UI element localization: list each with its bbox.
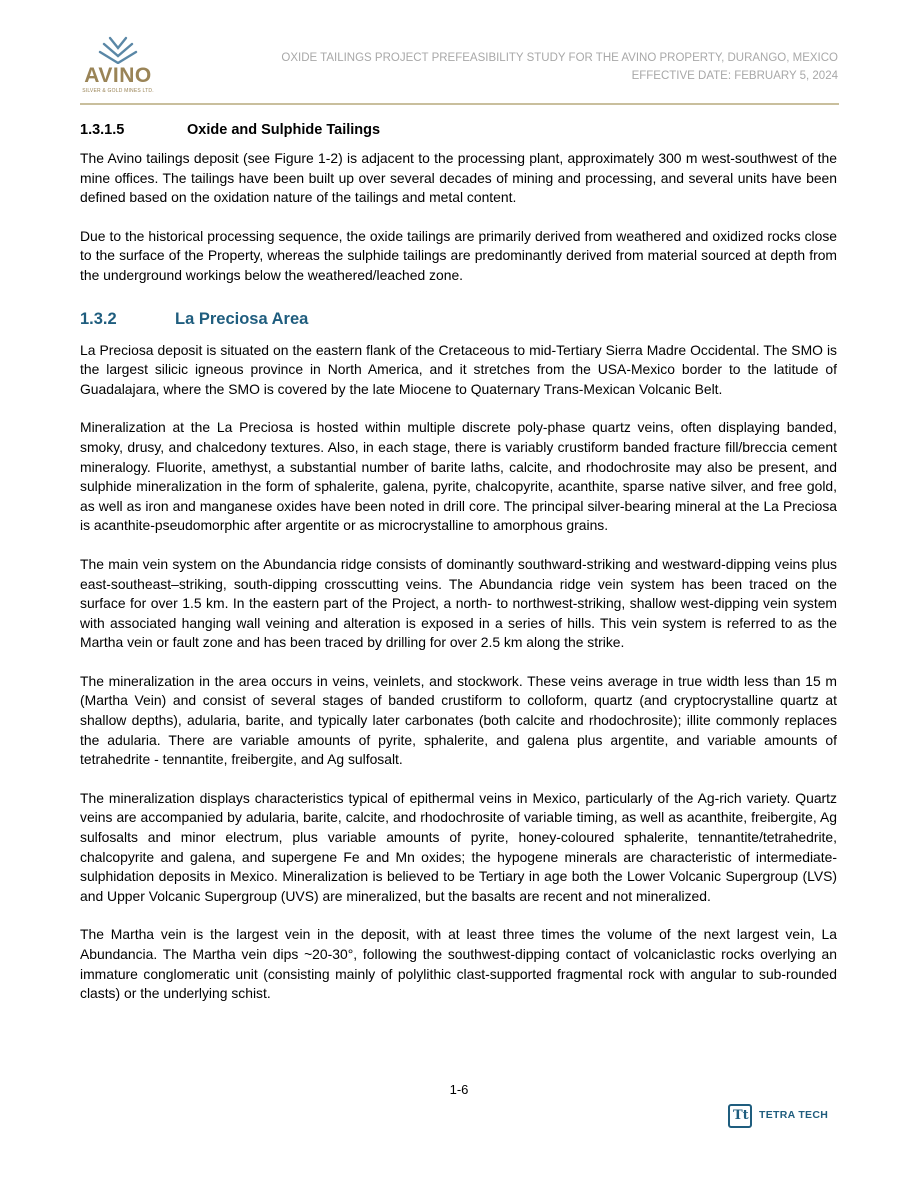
avino-logo [82, 36, 154, 98]
paragraph: The Avino tailings deposit (see Figure 1-2) is adjacent to the processing plant, approximately 300 m west-southwest of the mine offices. The tailings have been built up over several decades of mining and processing, and several units have been defined based on the oxidation nature of the tailings and metal content. [80, 150, 837, 206]
paragraph: The mineralization in the area occurs in veins, veinlets, and stockwork. These veins average in true width less than 15 m (Martha Vein) and consist of several stages of banded crustiform to colloform, quartz (and cryptocrystalline quartz at shallow depths), adularia, barite, and typically later carbonates (both calcite and rhodochrosite); illite commonly replaces the adularia. There are variable amounts of pyrite, sphalerite, and galena plus argentite, and variable amounts of tetrahedrite - tennantite, freibergite, and Ag sulfosalt. [80, 672, 837, 768]
avino-emblem-icon [98, 36, 138, 64]
paragraph: The mineralization displays characteristics typical of epithermal veins in Mexico, particularly of the Ag-rich variety. Quartz veins are accompanied by adularia, barite, calcite, and rhodochrosite of variable timing, as well as acanthite, freibergite, Ag sulfosalts and minor electrum, plus variable amounts of pyrite, honey-coloured sphalerite, tennantite/tetrahedrite, chalcopyrite and galena, and supergene Fe and Mn oxides; the hypogene minerals are characteristic of intermediate-sulphidation deposits in Mexico. Mineralization is believed to be Tertiary in age both the Lower Volcanic Supergroup (LVS) and Upper Volcanic Supergroup (UVS) are mineralized, but the basalts are recent and not mineralized. [80, 789, 837, 904]
section-title: La Preciosa Area [175, 309, 309, 328]
paragraph: La Preciosa deposit is situated on the eastern flank of the Cretaceous to mid-Tertiary Sierra Madre Occidental. The SMO is the largest silicic igneous province in North America, and it stretches from the USA-Mexico border to the latitude of Guadalajara, where the SMO is covered by the late Miocene to Quaternary Trans-Mexican Volcanic Belt. [80, 341, 837, 397]
section-number: 1.3.2 [80, 309, 117, 328]
tetra-tech-mark-icon: Tt [728, 1104, 752, 1128]
page-number: 1-6 [449, 1082, 469, 1097]
page-body [80, 122, 837, 1023]
tetra-tech-logo [728, 1104, 840, 1130]
paragraph: Due to the historical processing sequence, the oxide tailings are primarily derived from weathered and oxidized rocks close to the surface of the Property, whereas the sulphide tailings are predominantly derived from material sourced at depth from the underground workings below the weathered/leached zone. [80, 227, 837, 283]
logo-wordmark: AVINO [84, 64, 152, 87]
paragraph: Mineralization at the La Preciosa is hosted within multiple discrete poly-phase quartz veins, often displaying banded, smoky, drusy, and chalcedony textures. Also, in each stage, there is variably crustiform banded fracture fill/breccia cement mineralogy. Fluorite, amethyst, a substantial number of barite laths, calcite, and rhodochrosite may also be present, and sulphide mineralization in the form of sphalerite, galena, pyrite, chalcopyrite, acanthite, sparse native silver, and free gold, as well as iron and manganese oxides have been noted in drill core. The principal silver-bearing mineral at the La Preciosa is acanthite-pseudomorphic after argentite or as microcrystalline to amorphous grains. [80, 419, 837, 534]
paragraph: The Martha vein is the largest vein in the deposit, with at least three times the volume of the next largest vein, La Abundancia. The Martha vein dips ~20-30°, following the southwest-dipping contact of volcaniclastic rocks overlying an immature conglomeratic unit (consisting mainly of polylithic clast-supported fragmental rock with angular to sub-rounded clasts) or the underlying schist. [80, 926, 837, 1002]
header-divider [80, 103, 839, 105]
section-heading [80, 310, 837, 329]
paragraph: The main vein system on the Abundancia ridge consists of dominantly southward-striking and westward-dipping veins plus east-southeast–striking, south-dipping crosscutting veins. The Abundancia ridge vein system has been traced on the surface for over 1.5 km. In the eastern part of the Project, a north- to northwest-striking, shallow west-dipping vein system with associated hanging wall veining and alteration is exposed in a series of hills. This vein system is referred to as the Martha vein or fault zone and has been traced by drilling for over 2.5 km along the strike. [80, 555, 837, 651]
logo-subtitle: SILVER & GOLD MINES LTD. [82, 88, 154, 94]
header-report-title: OXIDE TAILINGS PROJECT PREFEASIBILITY STUDY FOR THE AVINO PROPERTY, DURANGO, MEXICO [281, 52, 838, 64]
subsection-heading [80, 122, 837, 138]
tetra-tech-wordmark: TETRA TECH [759, 1109, 829, 1121]
header-effective-date: EFFECTIVE DATE: FEBRUARY 5, 2024 [631, 70, 838, 82]
subsection-title: Oxide and Sulphide Tailings [187, 122, 381, 138]
subsection-number: 1.3.1.5 [80, 122, 125, 138]
